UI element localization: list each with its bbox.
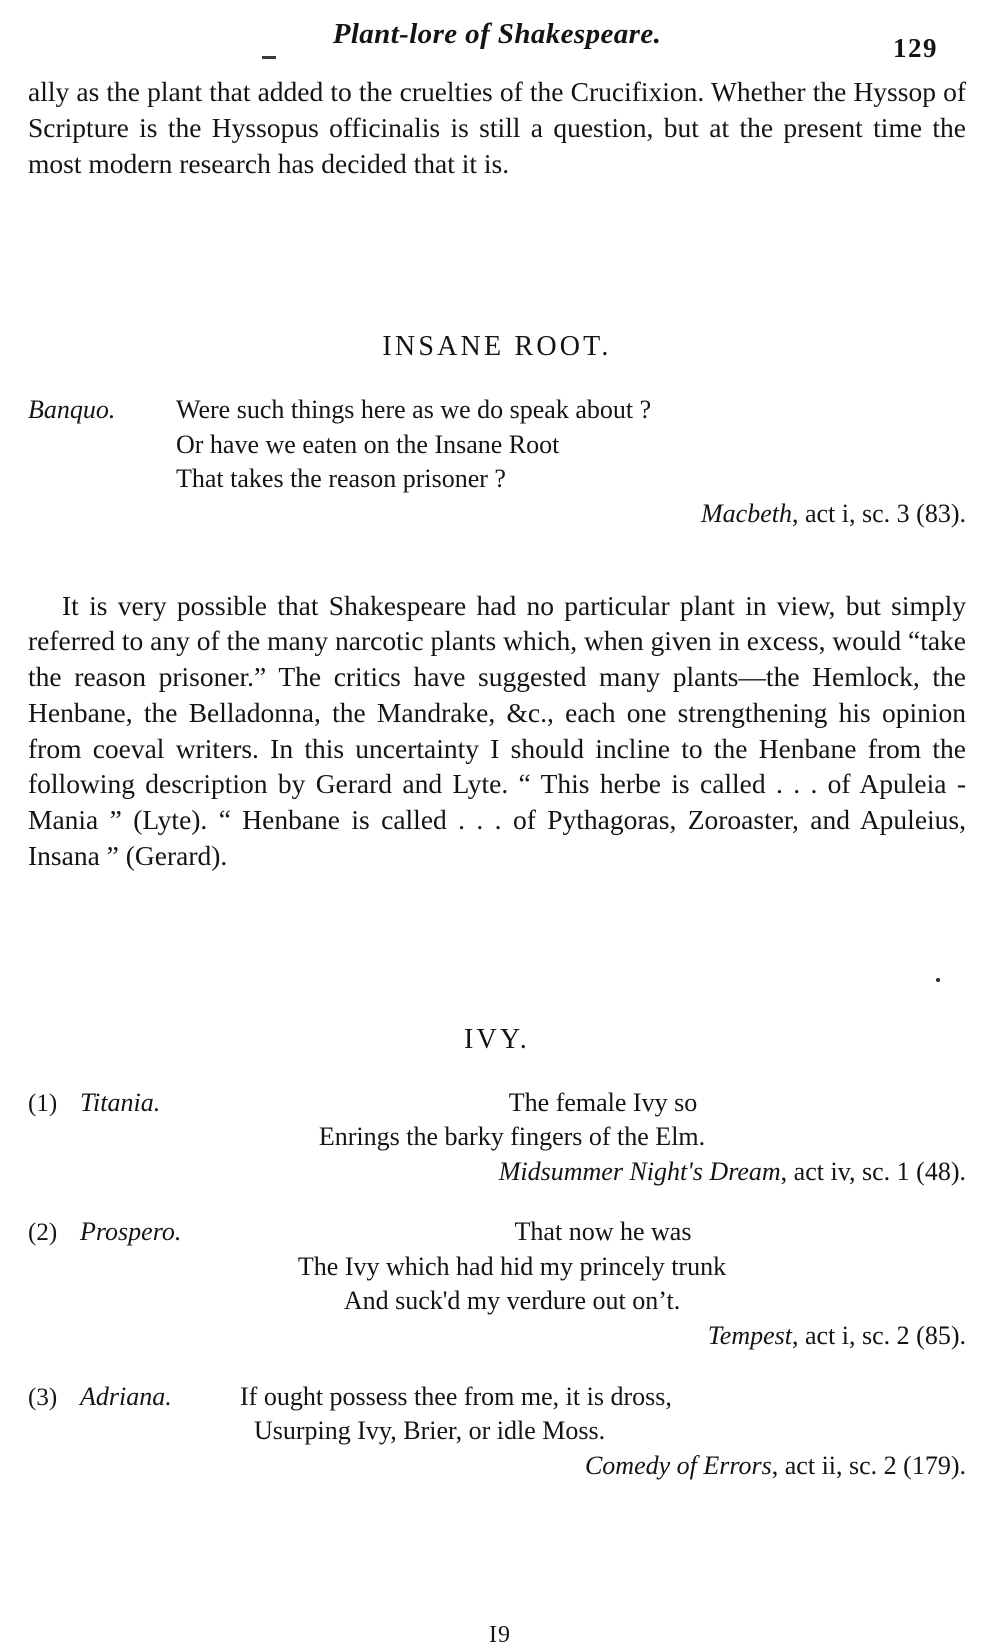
- section-heading-insane-root: INSANE ROOT.: [382, 331, 612, 363]
- spacer: [28, 1056, 966, 1086]
- quotation-adriana: [28, 1380, 966, 1484]
- quote-speaker: Banquo.: [28, 395, 116, 425]
- quote-line: Were such things here as we do speak about ?: [176, 395, 652, 425]
- quote-speaker: Prospero.: [80, 1217, 182, 1247]
- quote-line: Or have we eaten on the Insane Root: [176, 429, 560, 459]
- quote-line: That takes the reason prisoner ?: [176, 463, 506, 493]
- section-heading-ivy: IVY.: [464, 1023, 530, 1055]
- quote-line: If ought possess thee from me, it is dross,: [240, 1381, 672, 1411]
- quote-number: (3): [28, 1383, 58, 1411]
- quote-speaker: Titania.: [80, 1087, 161, 1117]
- page-number: 129: [893, 33, 938, 63]
- quotation-banquo: [28, 393, 966, 531]
- running-head-title: Plant-lore of Shakespeare.: [332, 18, 662, 50]
- quote-line: The female Ivy so: [508, 1087, 698, 1117]
- quote-lines: [240, 1086, 966, 1120]
- quote-citation: [28, 1449, 966, 1483]
- citation-source: Midsummer Night's Dream: [498, 1157, 781, 1187]
- quote-row: [28, 1086, 966, 1120]
- quote-row: [28, 1215, 966, 1249]
- quote-line: Usurping Ivy, Brier, or idle Moss.: [254, 1416, 606, 1445]
- citation-source: Macbeth: [701, 499, 792, 529]
- citation-reference: , act iv, sc. 1 (48).: [780, 1157, 966, 1187]
- quotation-prospero: [28, 1215, 966, 1353]
- quote-number: (1): [28, 1089, 58, 1117]
- spacer: [28, 874, 966, 1024]
- quotation-titania: [28, 1086, 966, 1190]
- quote-speaker: Adriana.: [80, 1381, 172, 1411]
- quote-line: And suck'd my verdure out on’t.: [343, 1286, 681, 1316]
- quote-row: [28, 1380, 966, 1449]
- spacer: [28, 181, 966, 331]
- quote-citation: [28, 497, 966, 531]
- quote-line: The Ivy which had hid my princely trunk: [297, 1251, 727, 1281]
- running-head: [28, 18, 966, 70]
- citation-source: Tempest: [707, 1321, 792, 1351]
- quote-citation: [28, 1155, 966, 1189]
- citation-reference: , act i, sc. 2 (85).: [791, 1321, 966, 1351]
- quote-citation: [28, 1319, 966, 1353]
- quote-lines: [176, 393, 966, 496]
- stray-ink-dot: [936, 978, 940, 982]
- citation-reference: , act ii, sc. 2 (179).: [771, 1451, 966, 1481]
- citation-reference: , act i, sc. 3 (83).: [791, 499, 966, 529]
- quote-line: Enrings the barky fingers of the Elm.: [318, 1121, 706, 1151]
- quote-lines: [240, 1380, 966, 1449]
- quote-line: That now he was: [514, 1217, 692, 1247]
- spacer: [28, 558, 966, 588]
- quote-row: [28, 393, 966, 496]
- stray-ink-mark: [262, 56, 276, 59]
- paragraph-continued: ally as the plant that added to the cruelties of the Crucifixion. Whether the Hyssop of Scripture is the Hyssopus officinalis is still a question, but at the present time the most modern research has decided that it is.: [28, 76, 966, 179]
- quote-lines: [240, 1215, 966, 1249]
- paragraph-insane-root-commentary: It is very possible that Shakespeare had no particular plant in view, but simply referred to any of the many narcotic plants which, when given in excess, would “take the reason prisoner.” The critics have suggested many plants—the Hemlock, the Henbane, the Belladonna, the Mandrake, &c., each one strengthening his opinion from coeval writers. In this uncertainty I should incline to the Henbane from the following description by Gerard and Lyte. “ This herbe is called . . . of Apuleia - Mania ” (Lyte). “ Henbane is called . . . of Pythagoras, Zoroaster, and Apuleius, Insana ” (Gerard).: [28, 589, 966, 871]
- spacer: [28, 363, 966, 393]
- citation-source: Comedy of Errors: [584, 1451, 772, 1481]
- page-signature: I9: [489, 1622, 511, 1648]
- quote-number: (2): [28, 1219, 58, 1247]
